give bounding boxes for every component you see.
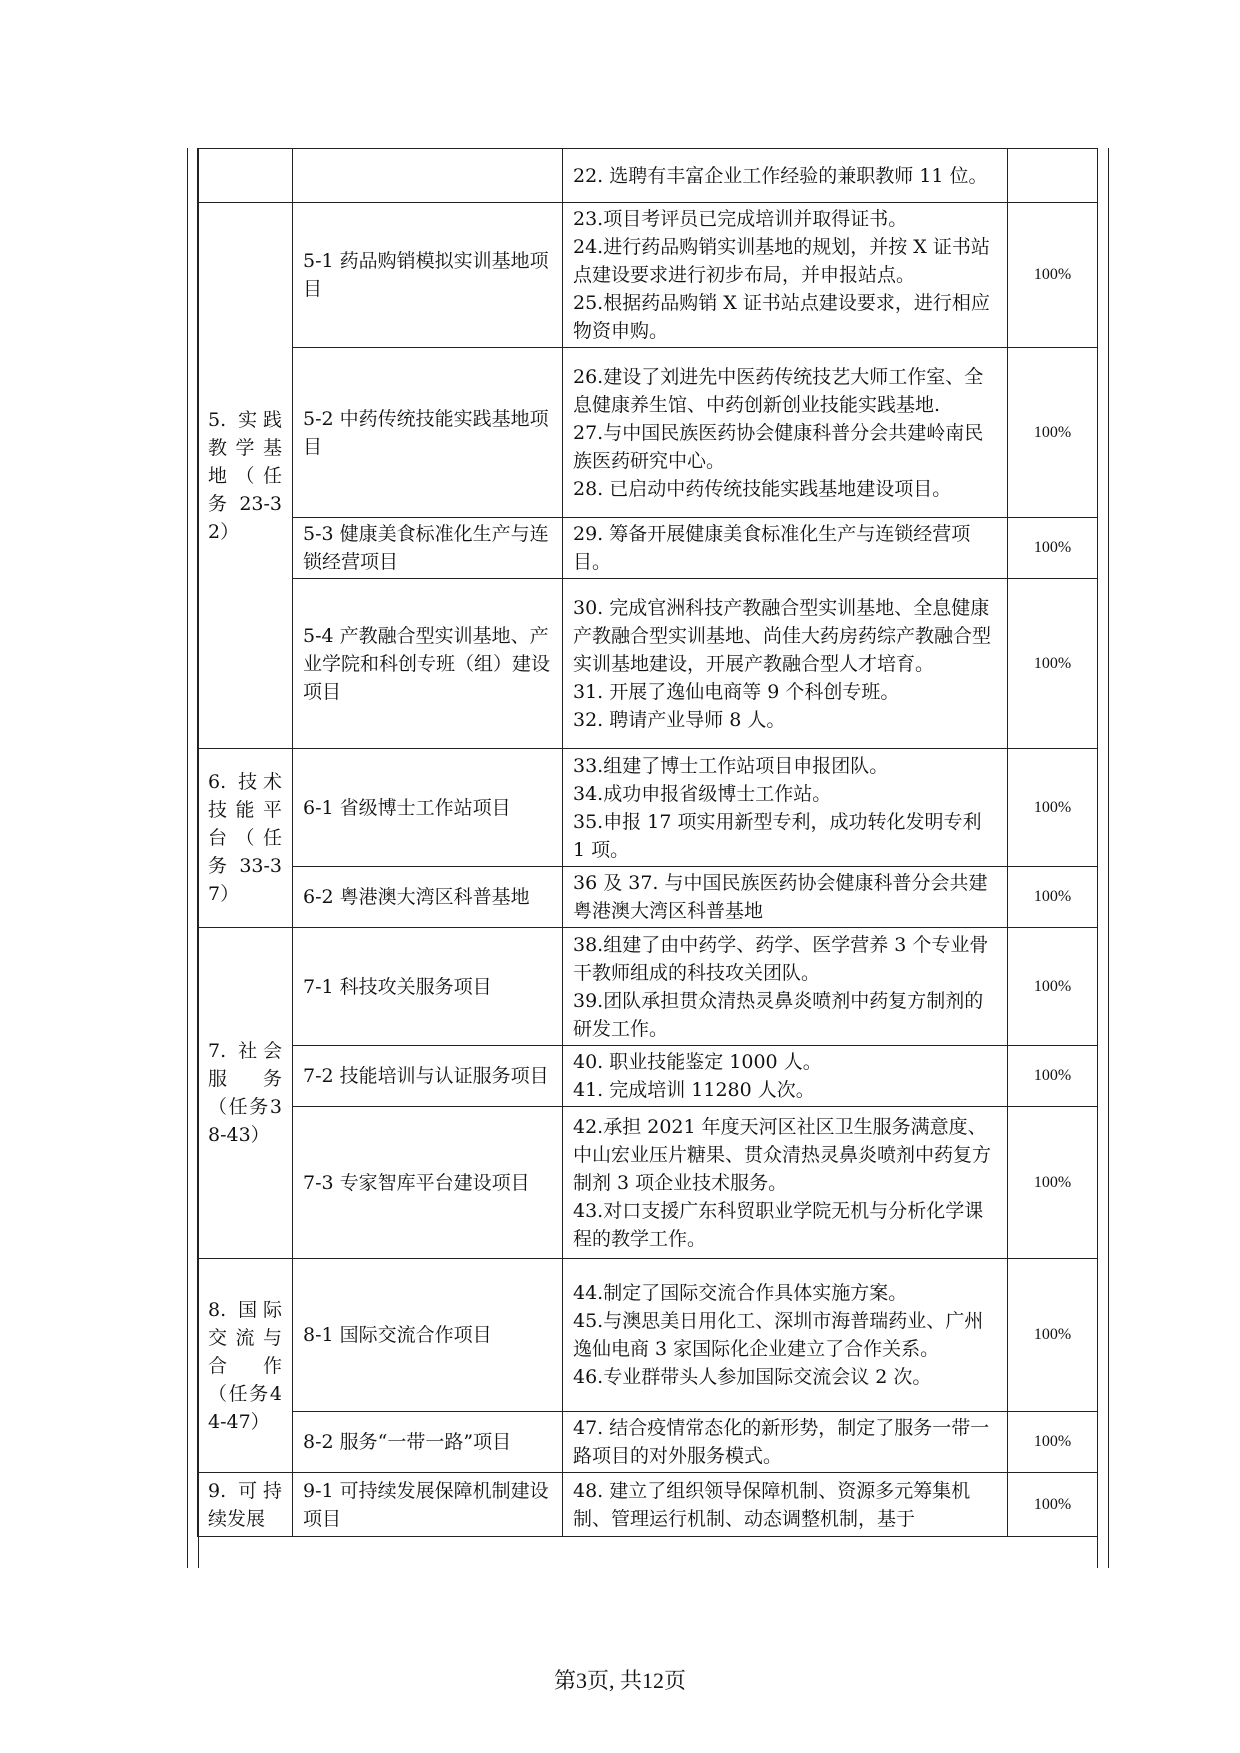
table-row	[198, 1412, 1098, 1473]
completion-rate: 100%	[1008, 1259, 1098, 1412]
task-item: 36 及 37. 与中国民族医药协会健康科普分会共建粤港澳大湾区科普基地	[573, 872, 988, 922]
task-item: 26.建设了刘进先中医药传统技艺大师工作室、全息健康养生馆、中药创新创业技能实践基地.	[573, 365, 984, 416]
tasks-cell	[563, 1259, 1008, 1412]
table-row	[198, 348, 1098, 518]
tasks-cell	[563, 1046, 1008, 1107]
completion-rate: 100%	[1008, 518, 1098, 579]
tasks-cell	[563, 149, 1008, 203]
task-item: 43.对口支援广东科贸职业学院无机与分析化学课程的教学工作。	[573, 1199, 984, 1250]
category-cell: 7. 社会服务（任务38-43）	[198, 928, 293, 1259]
tasks-cell	[563, 1107, 1008, 1259]
table-row	[198, 1473, 1098, 1537]
task-progress-table	[197, 148, 1098, 1537]
task-item: 32. 聘请产业导师 8 人。	[573, 708, 786, 731]
table-row	[198, 203, 1098, 348]
project-cell: 5-2 中药传统技能实践基地项目	[293, 348, 563, 518]
table-row	[198, 749, 1098, 867]
task-item: 44.制定了国际交流合作具体实施方案。	[573, 1282, 908, 1304]
task-item: 35.申报 17 项实用新型专利，成功转化发明专利 1 项。	[573, 810, 982, 861]
completion-rate: 100%	[1008, 749, 1098, 867]
task-item: 42.承担 2021 年度天河区社区卫生服务满意度、中山宏业压片糖果、贯众清热灵鼻炎喷剂中药复方制剂 3 项企业技术服务。	[573, 1115, 992, 1194]
task-item: 41. 完成培训 11280 人次。	[573, 1079, 815, 1101]
completion-rate: 100%	[1008, 1046, 1098, 1107]
project-cell: 6-1 省级博士工作站项目	[293, 749, 563, 867]
tasks-cell	[563, 1412, 1008, 1473]
table-row	[198, 928, 1098, 1046]
project-cell: 7-1 科技攻关服务项目	[293, 928, 563, 1046]
table-row	[198, 1046, 1098, 1107]
tasks-cell	[563, 203, 1008, 348]
project-cell: 8-1 国际交流合作项目	[293, 1259, 563, 1412]
task-item: 25.根据药品购销 X 证书站点建设要求，进行相应物资申购。	[573, 292, 990, 342]
project-cell: 6-2 粤港澳大湾区科普基地	[293, 867, 563, 928]
completion-rate: 100%	[1008, 1473, 1098, 1537]
category-cell	[198, 149, 293, 203]
tasks-cell	[563, 1473, 1008, 1537]
completion-rate: 100%	[1008, 579, 1098, 749]
project-cell: 7-2 技能培训与认证服务项目	[293, 1046, 563, 1107]
completion-rate: 100%	[1008, 867, 1098, 928]
task-item: 47. 结合疫情常态化的新形势，制定了服务一带一路项目的对外服务模式。	[573, 1417, 990, 1467]
project-cell: 5-4 产教融合型实训基地、产业学院和科创专班（组）建设项目	[293, 579, 563, 749]
table-row	[198, 149, 1098, 203]
project-cell: 8-2 服务“一带一路”项目	[293, 1412, 563, 1473]
completion-rate	[1008, 149, 1098, 203]
task-item: 29. 筹备开展健康美食标准化生产与连锁经营项目。	[573, 523, 971, 573]
task-item: 39.团队承担贯众清热灵鼻炎喷剂中药复方制剂的研发工作。	[573, 989, 984, 1040]
task-item: 40. 职业技能鉴定 1000 人。	[573, 1051, 822, 1073]
project-cell: 9-1 可持续发展保障机制建设项目	[293, 1473, 563, 1537]
task-item: 31. 开展了逸仙电商等 9 个科创专班。	[573, 680, 900, 703]
completion-rate: 100%	[1008, 203, 1098, 348]
completion-rate: 100%	[1008, 1107, 1098, 1259]
task-item: 38.组建了由中药学、药学、医学营养 3 个专业骨干教师组成的科技攻关团队。	[573, 933, 989, 984]
table-row	[198, 867, 1098, 928]
completion-rate: 100%	[1008, 1412, 1098, 1473]
task-item: 34.成功申报省级博士工作站。	[573, 782, 832, 805]
category-cell: 8. 国际交流与合作（任务44-47）	[198, 1259, 293, 1473]
tasks-cell	[563, 749, 1008, 867]
tasks-cell	[563, 867, 1008, 928]
completion-rate: 100%	[1008, 928, 1098, 1046]
task-item: 45.与澳思美日用化工、深圳市海普瑞药业、广州逸仙电商 3 家国际化企业建立了合作关系。	[573, 1310, 984, 1360]
project-cell: 5-3 健康美食标准化生产与连锁经营项目	[293, 518, 563, 579]
table-row	[198, 518, 1098, 579]
task-item: 33.组建了博士工作站项目申报团队。	[573, 754, 889, 777]
task-item: 28. 已启动中药传统技能实践基地建设项目。	[573, 477, 952, 500]
task-item: 22. 选聘有丰富企业工作经验的兼职教师 11 位。	[573, 164, 988, 187]
project-cell: 5-1 药品购销模拟实训基地项目	[293, 203, 563, 348]
task-item: 46.专业群带头人参加国际交流会议 2 次。	[573, 1366, 932, 1388]
category-cell: 6. 技术技能平台（任务33-37）	[198, 749, 293, 928]
project-cell: 7-3 专家智库平台建设项目	[293, 1107, 563, 1259]
table-row	[198, 1259, 1098, 1412]
task-item: 24.进行药品购销实训基地的规划，并按 X 证书站点建设要求进行初步布局，并申报站点。	[573, 236, 990, 286]
task-item: 48. 建立了组织领导保障机制、资源多元筹集机制、管理运行机制、动态调整机制，基于	[573, 1479, 971, 1530]
project-cell	[293, 149, 563, 203]
table-row	[198, 579, 1098, 749]
task-item: 27.与中国民族医药协会健康科普分会共建岭南民族医药研究中心。	[573, 421, 984, 472]
category-cell: 5. 实践教学基地（任务23-32）	[198, 203, 293, 749]
category-cell: 9. 可持续发展	[198, 1473, 293, 1537]
tasks-cell	[563, 579, 1008, 749]
tasks-cell	[563, 928, 1008, 1046]
tasks-cell	[563, 348, 1008, 518]
tasks-cell	[563, 518, 1008, 579]
page-number-footer: 第3页, 共12页	[553, 1668, 686, 1693]
task-item: 23.项目考评员已完成培训并取得证书。	[573, 208, 908, 230]
table-row	[198, 1107, 1098, 1259]
completion-rate: 100%	[1008, 348, 1098, 518]
task-item: 30. 完成官洲科技产教融合型实训基地、全息健康产教融合型实训基地、尚佳大药房药综产教融合型实训基地建设，开展产教融合型人才培育。	[573, 596, 992, 675]
